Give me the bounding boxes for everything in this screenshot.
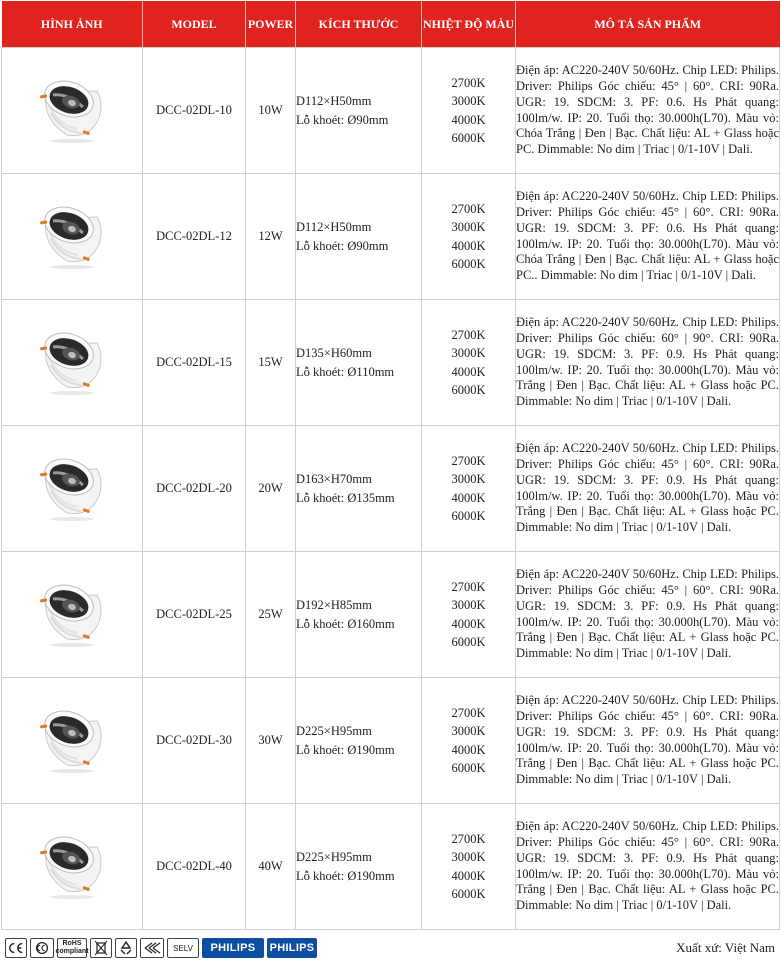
table-row [2,552,780,678]
size-cell [296,174,422,300]
color-temp-value: 2700K [451,579,486,594]
size-cell [296,426,422,552]
header-size: KÍCH THƯỚC [296,1,422,48]
table-row [2,678,780,804]
model-cell: DCC-02DL-25 [143,552,246,678]
origin-text: Xuất xứ: Việt Nam [676,940,775,955]
downlight-lamp-image [37,451,107,527]
color-temp-value: 6000K [451,257,486,271]
power-cell: 40W [246,804,296,930]
downlight-lamp-image [37,577,107,653]
size-cell [296,48,422,174]
product-image-cell [2,48,143,174]
cutout-text: Lỗ khoét: Ø135mm [296,490,395,505]
model-cell: DCC-02DL-20 [143,426,246,552]
color-temp-value: 3000K [451,346,486,360]
dimension-text: D192×H85mm [296,597,372,612]
cutout-text: Lỗ khoét: Ø110mm [296,364,395,379]
power-cell: 12W [246,174,296,300]
product-image-cell [2,552,143,678]
table-row [2,426,780,552]
product-image-cell [2,300,143,426]
certification-logos [5,938,317,958]
cutout-text: Lỗ khoét: Ø90mm [296,112,389,127]
downlight-lamp-image [37,199,107,275]
description-cell: Điện áp: AC220-240V 50/60Hz. Chip LED: Philips. Driver: Philips Góc chiếu: 45° | 60°. CRI: 90Ra. UGR: 19. SDCM: 3. PF: 0.9. Hs Phát quang: 100lm/w. IP: 20. Tuổi thọ: 30.000h(L70). Màu vỏ: Trắng | Đen | Bạc. Chất liệu: AL + Glass hoặc PC. Dimmable: No dim | Triac | 0/1-10V | Dali. [516,678,780,804]
product-image-cell [2,174,143,300]
cutout-text: Lỗ khoét: Ø160mm [296,616,395,631]
table-row [2,300,780,426]
table-row [2,804,780,930]
cutout-text: Lỗ khoét: Ø190mm [296,868,395,883]
dimension-text: D135×H60mm [296,345,372,360]
size-cell [296,552,422,678]
color-temp-value: 4000K [451,742,486,757]
color-temp-value: 4000K [451,364,486,379]
ce-mark-icon [5,938,27,958]
description-cell: Điện áp: AC220-240V 50/60Hz. Chip LED: Philips. Driver: Philips Góc chiếu: 45° | 60°. CRI: 90Ra. UGR: 19. SDCM: 3. PF: 0.6. Hs Phát quang: 100lm/w. IP: 20. Tuổi thọ: 30.000h(L70). Màu vỏ: Chóa Trắng | Đen | Bạc. Chất liệu: AL + Glass hoặc PC.. Dimmable: No dim | Triac | 0/1-10V | Dali. [516,174,780,300]
table-row [2,48,780,174]
color-temp-value: 3000K [451,724,486,738]
power-cell: 30W [246,678,296,804]
color-temp-value: 2700K [451,705,486,720]
power-cell: 10W [246,48,296,174]
dimension-text: D163×H70mm [296,471,372,486]
color-temp-cell [422,300,516,426]
class-mark-icon [140,938,164,958]
size-cell [296,678,422,804]
color-temp-value: 3000K [451,472,486,486]
color-temp-value: 4000K [451,868,486,883]
header-description: MÔ TẢ SẢN PHẨM [516,1,780,48]
rohs-badge: RoHS compliant [57,938,87,958]
color-temp-cell [422,552,516,678]
model-cell: DCC-02DL-12 [143,174,246,300]
color-temp-value: 3000K [451,850,486,864]
weee-bin-icon [90,938,112,958]
product-image-cell [2,426,143,552]
downlight-lamp-image [37,703,107,779]
color-temp-value: 2700K [451,327,486,342]
dimension-text: D225×H95mm [296,723,372,738]
color-temp-value: 4000K [451,616,486,631]
table-header-row [2,1,780,48]
cutout-text: Lỗ khoét: Ø190mm [296,742,395,757]
recycle-icon [115,938,137,958]
header-model: MODEL [143,1,246,48]
model-cell: DCC-02DL-15 [143,300,246,426]
cutout-text: Lỗ khoét: Ø90mm [296,238,389,253]
product-image-cell [2,678,143,804]
description-cell: Điện áp: AC220-240V 50/60Hz. Chip LED: Philips. Driver: Philips Góc chiếu: 45° | 60°. CRI: 90Ra. UGR: 19. SDCM: 3. PF: 0.6. Hs Phát quang: 100lm/w. IP: 20. Tuổi thọ: 30.000h(L70). Màu vỏ: Chóa Trắng | Đen | Bạc. Chất liệu: AL + Glass hoặc PC. Dimmable: No dim | Triac | 0/1-10V | Dali. [516,48,780,174]
color-temp-cell [422,678,516,804]
color-temp-value: 3000K [451,94,486,108]
dimension-text: D112×H50mm [296,93,372,108]
color-temp-cell [422,174,516,300]
color-temp-cell [422,426,516,552]
downlight-lamp-image [37,73,107,149]
product-spec-table [1,1,780,930]
dimension-text: D225×H95mm [296,849,372,864]
size-cell [296,804,422,930]
selv-badge: SELV [167,938,199,958]
philips-logo-2: PHILIPS [267,938,317,958]
color-temp-value: 4000K [451,490,486,505]
header-color-temp: NHIỆT ĐỘ MÀU [422,1,516,48]
description-cell: Điện áp: AC220-240V 50/60Hz. Chip LED: Philips. Driver: Philips Góc chiếu: 45° | 60°. CRI: 90Ra. UGR: 19. SDCM: 3. PF: 0.9. Hs Phát quang: 100lm/w. IP: 20. Tuổi thọ: 30.000h(L70). Màu vỏ: Trắng | Đen | Bạc. Chất liệu: AL + Glass hoặc PC. Dimmable: No dim | Triac | 0/1-10V | Dali. [516,426,780,552]
color-temp-value: 6000K [451,131,486,145]
downlight-lamp-image [37,829,107,905]
dimension-text: D112×H50mm [296,219,372,234]
color-temp-value: 6000K [451,887,486,901]
color-temp-value: 6000K [451,761,486,775]
product-image-cell [2,804,143,930]
color-temp-value: 2700K [451,75,486,90]
color-temp-value: 2700K [451,831,486,846]
description-cell: Điện áp: AC220-240V 50/60Hz. Chip LED: Philips. Driver: Philips Góc chiếu: 45° | 60°. CRI: 90Ra. UGR: 19. SDCM: 3. PF: 0.9. Hs Phát quang: 100lm/w. IP: 20. Tuổi thọ: 30.000h(L70). Màu vỏ: Trắng | Đen | Bạc. Chất liệu: AL + Glass hoặc PC. Dimmable: No dim | Triac | 0/1-10V | Dali. [516,552,780,678]
model-cell: DCC-02DL-30 [143,678,246,804]
color-temp-cell [422,804,516,930]
color-temp-value: 3000K [451,598,486,612]
color-temp-value: 6000K [451,383,486,397]
power-cell: 20W [246,426,296,552]
size-cell [296,300,422,426]
color-temp-value: 2700K [451,201,486,216]
footer [0,936,781,962]
color-temp-value: 6000K [451,635,486,649]
model-cell: DCC-02DL-10 [143,48,246,174]
downlight-lamp-image [37,325,107,401]
description-cell: Điện áp: AC220-240V 50/60Hz. Chip LED: Philips. Driver: Philips Góc chiếu: 45° | 60°. CRI: 90Ra. UGR: 19. SDCM: 3. PF: 0.9. Hs Phát quang: 100lm/w. IP: 20. Tuổi thọ: 30.000h(L70). Màu vỏ: Trắng | Đen | Bạc. Chất liệu: AL + Glass hoặc PC. Dimmable: No dim | Triac | 0/1-10V | Dali. [516,804,780,930]
color-temp-cell [422,48,516,174]
header-image: HÌNH ẢNH [2,1,143,48]
philips-logo-1: PHILIPS [202,938,264,958]
power-cell: 25W [246,552,296,678]
header-power: POWER [246,1,296,48]
color-temp-value: 2700K [451,453,486,468]
description-cell: Điện áp: AC220-240V 50/60Hz. Chip LED: Philips. Driver: Philips Góc chiếu: 60° | 90°. CRI: 90Ra. UGR: 19. SDCM: 3. PF: 0.9. Hs Phát quang: 100lm/w. IP: 20. Tuổi thọ: 30.000h(L70). Màu vỏ: Trắng | Đen | Bạc. Chất liệu: AL + Glass hoặc PC. Dimmable: No dim | Triac | 0/1-10V | Dali. [516,300,780,426]
color-temp-value: 4000K [451,112,486,127]
table-row [2,174,780,300]
color-temp-value: 6000K [451,509,486,523]
power-cell: 15W [246,300,296,426]
ccc-mark-icon [30,938,54,958]
color-temp-value: 3000K [451,220,486,234]
color-temp-value: 4000K [451,238,486,253]
model-cell: DCC-02DL-40 [143,804,246,930]
